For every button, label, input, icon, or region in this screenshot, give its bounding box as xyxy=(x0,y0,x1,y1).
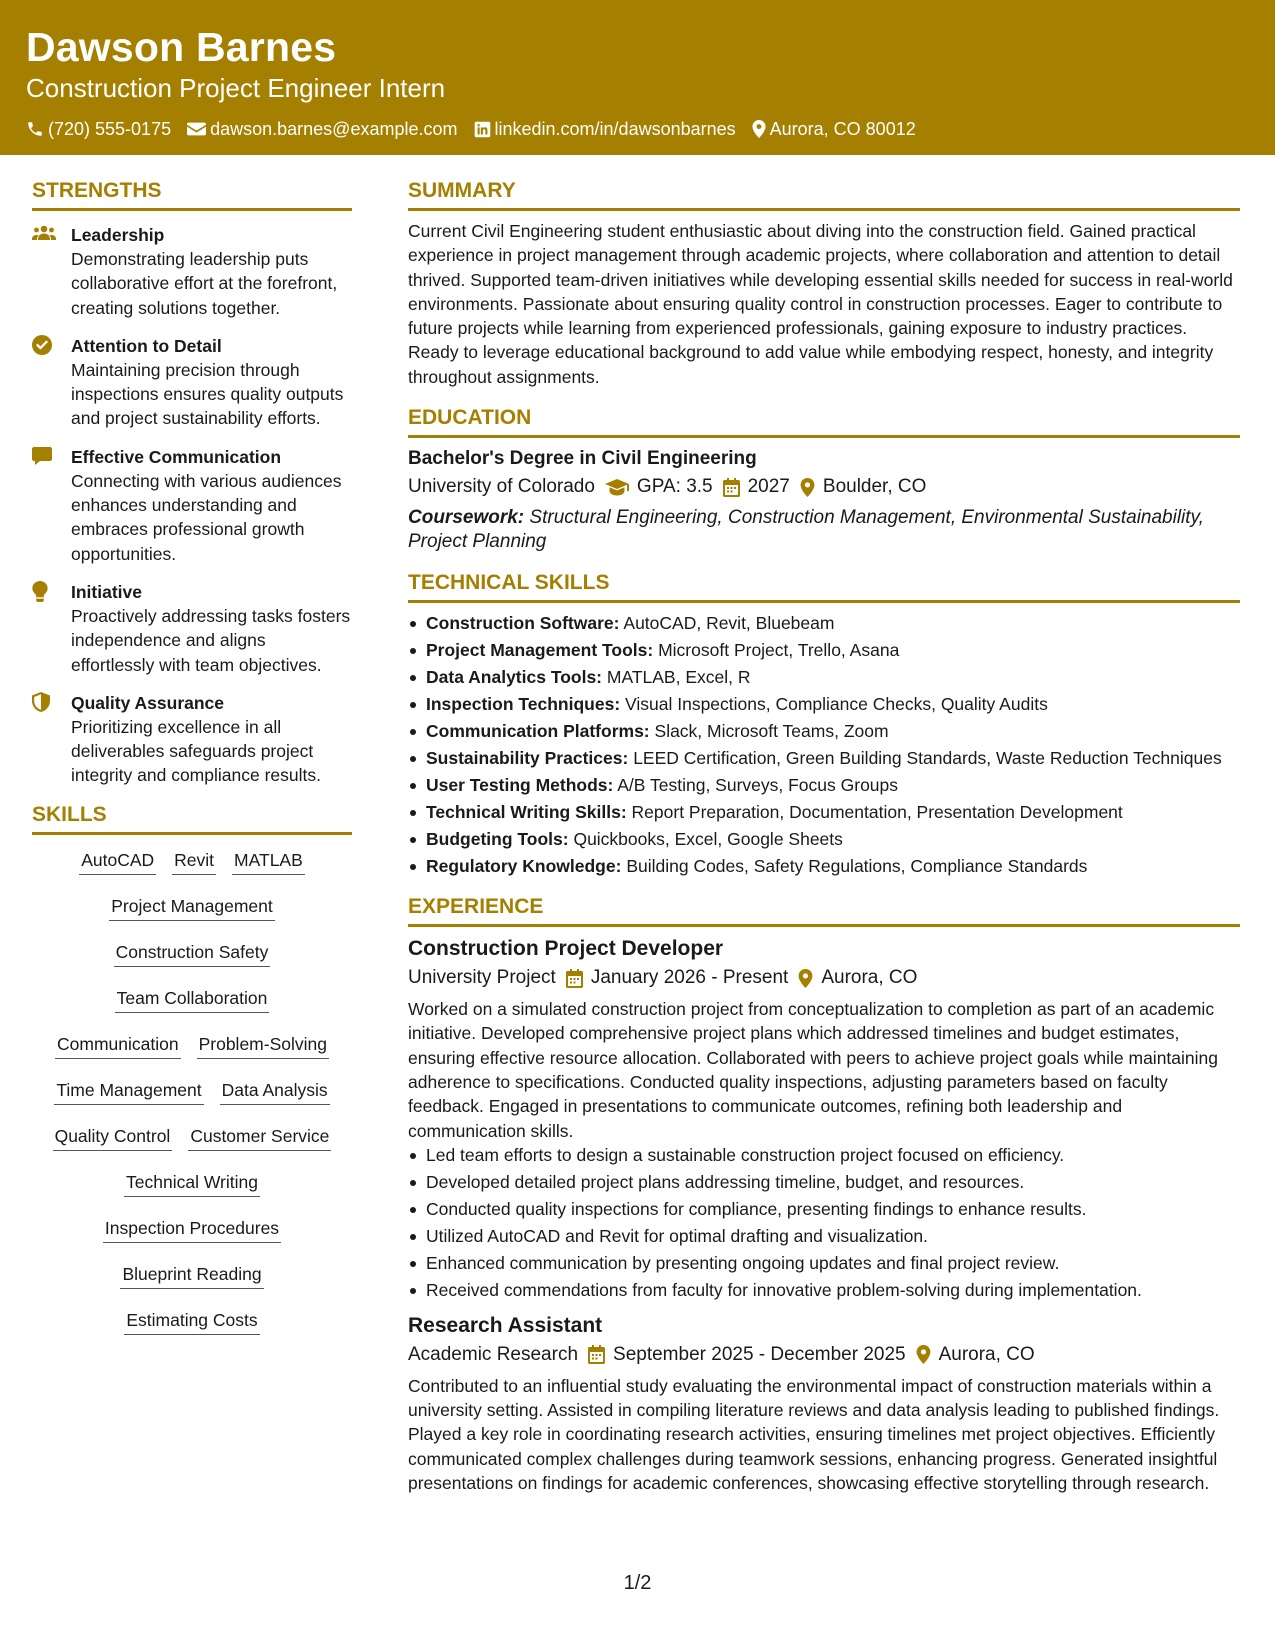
skill-chip: MATLAB xyxy=(232,849,305,875)
technical-skills-heading: TECHNICAL SKILLS xyxy=(408,570,1240,603)
location-text: Aurora, CO 80012 xyxy=(769,119,916,139)
strength-title: Leadership xyxy=(71,225,165,245)
skill-chip: Construction Safety xyxy=(114,941,271,967)
list-item xyxy=(408,719,1240,743)
education-section xyxy=(408,405,1240,554)
coursework xyxy=(408,506,1240,554)
skill-chip: Customer Service xyxy=(188,1125,331,1151)
users-icon xyxy=(32,224,56,242)
skill-chip: Technical Writing xyxy=(124,1171,260,1197)
list-item xyxy=(408,746,1240,770)
strength-desc: Connecting with various audiences enhances understanding and embraces professional growth opportunities. xyxy=(71,470,342,564)
candidate-name: Dawson Barnes xyxy=(26,24,337,70)
skill-values: A/B Testing, Surveys, Focus Groups xyxy=(617,775,899,796)
skill-values: Quickbooks, Excel, Google Sheets xyxy=(573,829,843,850)
list-item xyxy=(408,800,1240,824)
strength-item xyxy=(32,445,352,566)
job-location: Aurora, CO xyxy=(938,1343,1035,1365)
job-dates: September 2025 - December 2025 xyxy=(613,1343,906,1365)
skill-chip: Estimating Costs xyxy=(124,1309,259,1335)
school-location: Boulder, CO xyxy=(822,476,927,498)
skill-category: Communication Platforms: xyxy=(426,721,650,742)
skill-values: Slack, Microsoft Teams, Zoom xyxy=(654,721,889,742)
skill-chip: Communication xyxy=(55,1033,181,1059)
skills-list xyxy=(32,849,352,1355)
list-item: Enhanced communication by presenting ongoing updates and final project review. xyxy=(408,1251,1240,1275)
list-item xyxy=(408,827,1240,851)
sidebar xyxy=(32,178,352,1355)
skill-values: Building Codes, Safety Regulations, Compliance Standards xyxy=(626,856,1088,877)
coursework-label: Coursework: xyxy=(408,507,525,529)
experience-heading: EXPERIENCE xyxy=(408,894,1240,927)
contact-bar xyxy=(26,118,1275,140)
skill-chip: Quality Control xyxy=(53,1125,173,1151)
strength-title: Initiative xyxy=(71,581,142,602)
linkedin-icon xyxy=(474,121,491,138)
job-meta xyxy=(408,1340,1240,1370)
skill-values: Report Preparation, Documentation, Presentation Development xyxy=(631,802,1123,823)
list-item: Conducted quality inspections for compliance, presenting findings to enhance results. xyxy=(408,1197,1240,1221)
skill-category: Technical Writing Skills: xyxy=(426,802,627,823)
lightbulb-icon xyxy=(32,581,48,602)
strength-desc: Maintaining precision through inspections ensures quality outputs and project sustainability efforts. xyxy=(71,359,344,429)
resume-header xyxy=(0,0,1275,155)
skill-chip: Project Management xyxy=(109,895,274,921)
comment-icon xyxy=(32,446,52,466)
skill-chip: Data Analysis xyxy=(220,1079,330,1105)
job-organization: Academic Research xyxy=(408,1343,579,1365)
check-circle-icon xyxy=(32,335,52,355)
technical-skills-list xyxy=(408,611,1240,878)
skill-category: Regulatory Knowledge: xyxy=(426,856,622,877)
summary-text: Current Civil Engineering student enthusiastic about diving into the construction field. Gained practical experience in project management through academic projects, where collaboration and attention to detail thrived. Supported team-driven initiatives while developing essential skills needed for success in real-world environments. Passionate about ensuring quality control in construction processes. Eager to contribute to future projects while learning from experienced professionals, gaining exposure to industry practices. Ready to leverage educational background to add value while embodying respect, honesty, and integrity throughout assignments. xyxy=(408,221,1233,387)
map-pin-icon xyxy=(800,478,815,497)
skill-chip: AutoCAD xyxy=(79,849,156,875)
phone-text: (720) 555-0175 xyxy=(48,119,172,139)
contact-phone xyxy=(26,118,171,140)
skill-category: Construction Software: xyxy=(426,613,620,634)
coursework-list: Structural Engineering, Construction Management, Environmental Sustainability, Project Planning xyxy=(408,507,1204,553)
technical-skills-section xyxy=(408,570,1240,878)
education-heading: EDUCATION xyxy=(408,405,1240,438)
experience-section xyxy=(408,894,1240,1495)
linkedin-text[interactable]: linkedin.com/in/dawsonbarnes xyxy=(494,119,736,139)
skill-category: Sustainability Practices: xyxy=(426,748,629,769)
strength-desc: Prioritizing excellence in all deliverables safeguards project integrity and compliance results. xyxy=(71,716,321,786)
skill-chip: Problem-Solving xyxy=(197,1033,329,1059)
strength-desc: Demonstrating leadership puts collaborative effort at the forefront, creating solutions together. xyxy=(71,249,338,318)
skill-values: AutoCAD, Revit, Bluebeam xyxy=(623,613,835,634)
strength-title: Effective Communication xyxy=(71,446,282,467)
summary-heading: SUMMARY xyxy=(408,178,1240,211)
list-item xyxy=(408,638,1240,662)
job-organization: University Project xyxy=(408,967,556,989)
strengths-heading: STRENGTHS xyxy=(32,178,352,211)
map-pin-icon xyxy=(798,969,813,988)
skill-chip: Blueprint Reading xyxy=(120,1263,263,1289)
shield-icon xyxy=(32,692,50,712)
job-meta xyxy=(408,963,1240,993)
calendar-icon xyxy=(588,1345,605,1364)
skill-chip: Inspection Procedures xyxy=(103,1217,281,1243)
envelope-icon xyxy=(187,121,206,137)
school-name: University of Colorado xyxy=(408,476,595,498)
strength-title: Attention to Detail xyxy=(71,335,222,356)
list-item xyxy=(408,773,1240,797)
phone-icon xyxy=(26,120,44,138)
strength-title: Quality Assurance xyxy=(71,692,225,713)
education-meta xyxy=(408,472,1240,502)
email-text[interactable]: dawson.barnes@example.com xyxy=(210,119,458,139)
experience-entry xyxy=(408,1312,1240,1495)
skill-values: Visual Inspections, Compliance Checks, Quality Audits xyxy=(625,694,1048,715)
list-item: Developed detailed project plans addressing timeline, budget, and resources. xyxy=(408,1170,1240,1194)
skill-category: Inspection Techniques: xyxy=(426,694,621,715)
map-pin-icon xyxy=(752,120,766,138)
list-item xyxy=(408,854,1240,878)
skill-chip: Revit xyxy=(172,849,216,875)
job-achievements xyxy=(408,1143,1240,1302)
list-item: Led team efforts to design a sustainable construction project focused on efficiency. xyxy=(408,1143,1240,1167)
contact-email[interactable] xyxy=(187,118,457,140)
gpa-text: GPA: 3.5 xyxy=(636,476,713,498)
job-role: Construction Project Developer xyxy=(408,937,724,961)
map-pin-icon xyxy=(916,1345,931,1364)
list-item: Utilized AutoCAD and Revit for optimal drafting and visualization. xyxy=(408,1224,1240,1248)
skill-category: User Testing Methods: xyxy=(426,775,614,796)
skill-values: Microsoft Project, Trello, Asana xyxy=(658,640,900,661)
summary-section xyxy=(408,178,1240,389)
list-item xyxy=(408,611,1240,635)
strength-item xyxy=(32,691,352,788)
contact-location xyxy=(752,118,916,140)
skill-values: MATLAB, Excel, R xyxy=(606,667,751,688)
calendar-icon xyxy=(566,969,583,988)
page-number: 1/2 xyxy=(623,1572,652,1594)
experience-entry xyxy=(408,935,1240,1302)
strength-item xyxy=(32,580,352,677)
strength-desc: Proactively addressing tasks fosters independence and aligns effortlessly with team objectives. xyxy=(71,605,351,675)
main-column xyxy=(408,178,1240,1511)
job-description: Worked on a simulated construction project from conceptualization to completion as part of an academic initiative. Developed comprehensive project plans which addressed timelines and budget estimates, ensuring effective resource allocation. Collaborated with peers to achieve project goals while maintaining adherence to specifications. Conducted quality inspections, adjusting parameters based on faculty feedback. Engaged in presentations to communicate outcomes, refining both leadership and communication skills. xyxy=(408,999,1218,1141)
skill-chip: Team Collaboration xyxy=(115,987,270,1013)
job-dates: January 2026 - Present xyxy=(590,967,789,989)
calendar-icon xyxy=(723,478,740,497)
skill-category: Data Analytics Tools: xyxy=(426,667,603,688)
skill-chip: Time Management xyxy=(54,1079,203,1105)
strengths-list xyxy=(32,223,352,788)
job-role: Research Assistant xyxy=(408,1313,603,1337)
job-location: Aurora, CO xyxy=(821,967,918,989)
strength-item xyxy=(32,334,352,431)
list-item xyxy=(408,692,1240,716)
degree-name: Bachelor's Degree in Civil Engineering xyxy=(408,448,757,470)
job-description: Contributed to an influential study evaluating the environmental impact of construction materials within a university setting. Assisted in compiling literature reviews and data analysis leading to published findings. Played a key role in coordinating research activities, ensuring timelines met project objectives. Efficiently communicated complex challenges during teamwork sessions, enhancing progress. Generated insightful presentations on findings for academic conferences, showcasing effective storytelling through research. xyxy=(408,1375,1220,1494)
skills-heading: SKILLS xyxy=(32,802,352,835)
graduation-year: 2027 xyxy=(747,476,790,498)
skill-values: LEED Certification, Green Building Standards, Waste Reduction Techniques xyxy=(633,748,1222,769)
skill-category: Budgeting Tools: xyxy=(426,829,569,850)
skill-category: Project Management Tools: xyxy=(426,640,654,661)
contact-linkedin[interactable] xyxy=(474,118,736,140)
list-item xyxy=(408,665,1240,689)
strength-item xyxy=(32,223,352,320)
graduation-cap-icon xyxy=(605,479,629,496)
candidate-title: Construction Project Engineer Intern xyxy=(26,73,446,103)
list-item: Received commendations from faculty for innovative problem-solving during implementation. xyxy=(408,1278,1240,1302)
